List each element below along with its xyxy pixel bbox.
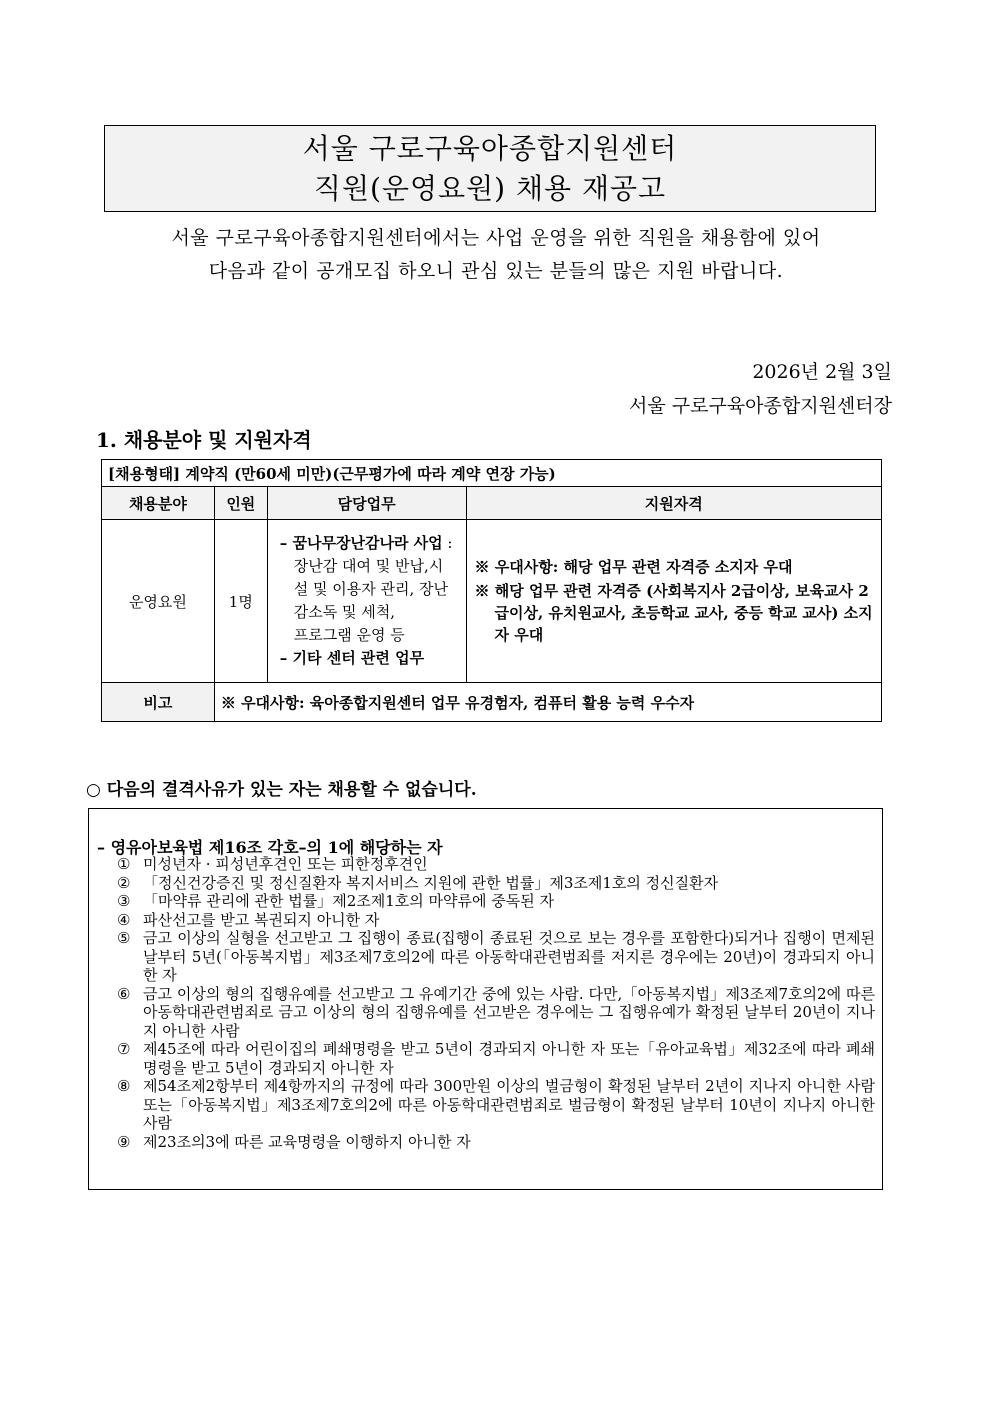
title-line-1: 서울 구로구육아종합지원센터 bbox=[302, 132, 678, 165]
list-item bbox=[117, 892, 875, 911]
duty-1-title: – 꿈나무장난감나라 사업 bbox=[279, 534, 443, 552]
issuer-name: 서울 구로구육아종합지원센터장 bbox=[629, 395, 892, 417]
item-number: ① bbox=[117, 855, 131, 873]
cell-count: 1명 bbox=[214, 520, 267, 683]
list-item bbox=[117, 929, 875, 985]
header-count: 인원 bbox=[214, 487, 267, 520]
duty-2-title: – 기타 센터 관련 업무 bbox=[279, 649, 425, 667]
item-text: 「마약류 관리에 관한 법률」제2조제1호의 마약류에 중독된 자 bbox=[143, 892, 554, 910]
cell-qualifications bbox=[466, 520, 881, 683]
title-box bbox=[104, 125, 876, 212]
list-item bbox=[117, 985, 875, 1041]
cell-field: 운영요원 bbox=[102, 520, 215, 683]
item-text: 제45조에 따라 어린이집의 폐쇄명령을 받고 5년이 경과되지 아니한 자 또는「유아교육법」제32조에 따라 폐쇄명령을 받고 5년이 경과되지 아니한 자 bbox=[143, 1040, 875, 1077]
item-number: ⑤ bbox=[117, 929, 131, 947]
item-number: ⑦ bbox=[117, 1040, 131, 1058]
disqualification-list bbox=[117, 855, 875, 1151]
item-text: 제23조의3에 따른 교육명령을 이행하지 아니한 자 bbox=[143, 1132, 471, 1151]
duty-1-cont: 프로그램 운영 등 bbox=[293, 626, 405, 644]
disqualification-title: ○ 다음의 결격사유가 있는 자는 채용할 수 없습니다. bbox=[86, 780, 477, 800]
note-label: 비고 bbox=[102, 683, 215, 722]
title-line-2: 직원(운영요원) 채용 재공고 bbox=[313, 172, 667, 205]
item-text: 금고 이상의 형의 집행유예를 선고받고 그 유예기간 중에 있는 사람. 다만,「아동복지법」제3조제7호의2에 따른 아동학대관련범죄로 금고 이상의 형의 집행유예를 선고받은 경우에는 그 집행유예가 확정된 날부터 20년이 지나지 아니한 사람 bbox=[143, 984, 875, 1040]
note-text: ※ 우대사항: 육아종합지원센터 업무 유경험자, 컴퓨터 활용 능력 우수자 bbox=[214, 683, 881, 722]
section-title-recruitment: 1. 채용분야 및 지원자격 bbox=[96, 428, 312, 452]
disqualification-heading: – 영유아보육법 제16조 각호–의 1에 해당하는 자 bbox=[97, 838, 443, 857]
employment-type-row bbox=[102, 460, 882, 487]
item-number: ⑨ bbox=[117, 1132, 131, 1151]
table-header-row bbox=[102, 487, 882, 520]
intro-line-1: 서울 구로구육아종합지원센터에서는 사업 운영을 위한 직원을 채용함에 있어 bbox=[171, 227, 821, 249]
item-text: 「정신건강증진 및 정신질환자 복지서비스 지원에 관한 법률」제3조제1호의 정신질환자 bbox=[143, 873, 719, 892]
header-field: 채용분야 bbox=[102, 487, 215, 520]
disqualification-box bbox=[88, 808, 883, 1190]
recruitment-table bbox=[101, 459, 882, 722]
list-item bbox=[117, 911, 875, 930]
note-row bbox=[102, 683, 882, 722]
item-text: 금고 이상의 실형을 선고받고 그 집행이 종료(집행이 종료된 것으로 보는 경우를 포함한다)되거나 집행이 면제된 날부터 5년(「아동복지법」제3조제7호의2에 따른 아동학대관련범죄를 저지른 경우에는 20년)이 경과되지 아니한 자 bbox=[143, 929, 875, 984]
cell-duties bbox=[267, 520, 466, 683]
intro-line-2: 다음과 같이 공개모집 하오니 관심 있는 분들의 많은 지원 바랍니다. bbox=[208, 260, 784, 282]
table-row bbox=[102, 520, 882, 683]
qualification-2: ※ 해당 업무 관련 자격증 (사회복지사 2급이상, 보육교사 2급이상, 유치원교사, 초등학교 교사, 중등 학교 교사) 소지자 우대 bbox=[474, 582, 873, 644]
duty-1-text: :장난감 대여 및 반납,시설 및 이용자 관리, 장난감소독 및 세척, bbox=[293, 534, 453, 621]
item-number: ④ bbox=[117, 910, 131, 929]
list-item bbox=[117, 1133, 875, 1152]
list-item bbox=[117, 1040, 875, 1077]
header-qualifications: 지원자격 bbox=[466, 487, 881, 520]
list-item bbox=[117, 855, 875, 874]
item-number: ⑥ bbox=[117, 984, 131, 1003]
item-number: ② bbox=[117, 873, 131, 892]
item-number: ⑧ bbox=[117, 1077, 131, 1095]
employment-type: [채용형태] 계약직 (만60세 미만)(근무평가에 따라 계약 연장 가능) bbox=[102, 460, 882, 487]
header-duties: 담당업무 bbox=[267, 487, 466, 520]
notice-date: 2026년 2월 3일 bbox=[752, 361, 892, 383]
list-item bbox=[117, 874, 875, 893]
qualification-1: ※ 우대사항: 해당 업무 관련 자격증 소지자 우대 bbox=[474, 558, 793, 576]
item-number: ③ bbox=[117, 892, 131, 910]
list-item bbox=[117, 1077, 875, 1133]
item-text: 미성년자 · 피성년후견인 또는 피한정후견인 bbox=[143, 855, 428, 873]
item-text: 제54조제2항부터 제4항까지의 규정에 따라 300만원 이상의 벌금형이 확정된 날부터 2년이 지나지 아니한 사람 또는「아동복지법」제3조제7호의2에 따른 아동학대관련범죄로 벌금형이 확정된 날부터 10년이 지나지 아니한 사람 bbox=[143, 1077, 875, 1132]
item-text: 파산선고를 받고 복권되지 아니한 자 bbox=[143, 910, 380, 929]
